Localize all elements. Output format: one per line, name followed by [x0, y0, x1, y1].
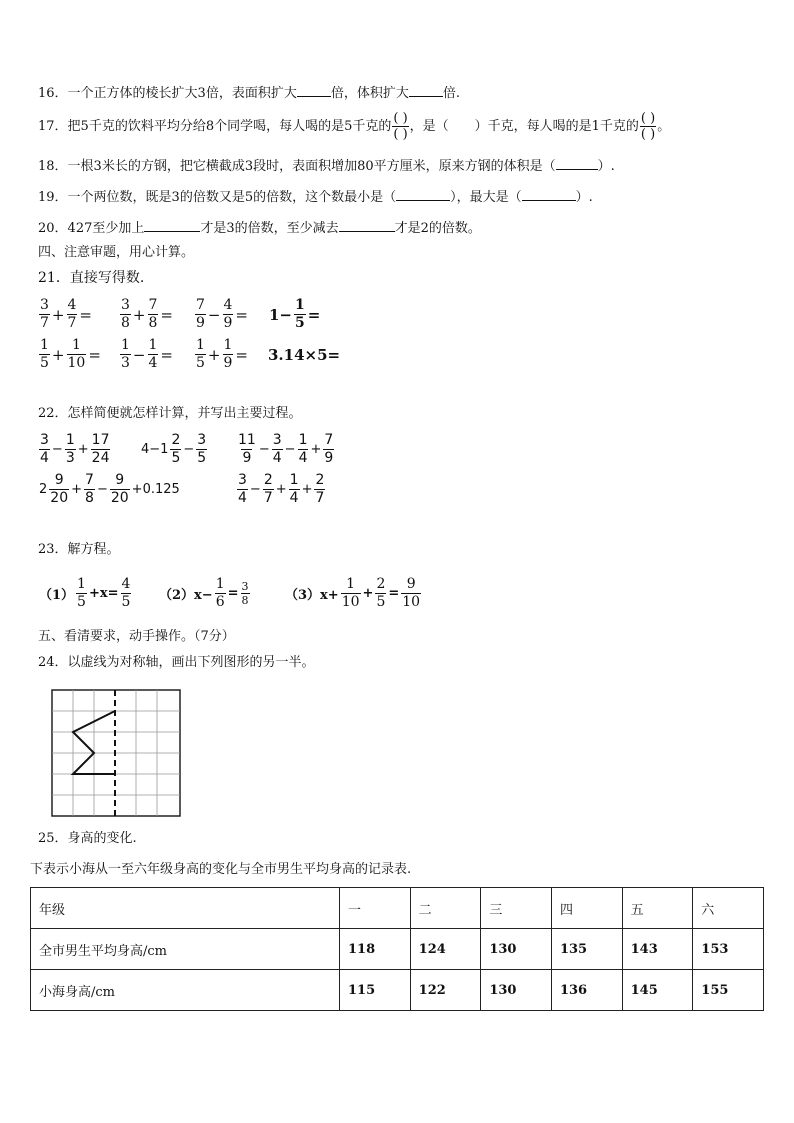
table-cell: 136: [551, 970, 622, 1011]
q22-expr-4: 2 9 20 + $\frac{7}{8}$ − $\frac{9}{20}$ +0.125: [39, 472, 180, 506]
q20-text-c: 才是2的倍数。: [394, 221, 481, 236]
table-header-cell: 四: [551, 888, 622, 929]
section-4-heading: 四、注意审题，用心计算。: [38, 245, 195, 260]
table-cell: 122: [410, 970, 481, 1011]
q18-text-a: 18．一根3米长的方钢，把它横截成3段时，表面积增加80平方厘米，原来方钢的体积是（: [38, 159, 556, 174]
q19-text-a: 19．一个两位数，既是3的倍数又是5的倍数，这个数最小是（: [38, 190, 397, 205]
table-header-cell: 五: [622, 888, 693, 929]
table-cell: 145: [622, 970, 693, 1011]
q16-text-b: 倍，体积扩大: [330, 86, 409, 101]
table-cell: 130: [481, 970, 552, 1011]
q17-text-b: ，是（ ）千克，每人喝的是1千克的: [409, 119, 639, 134]
question-19: [38, 188, 593, 206]
q23-equation-2: （2）x− $\frac{1}{6}$ = $\frac{3}{8}$: [159, 576, 249, 610]
q16-blank-2[interactable]: [409, 84, 443, 97]
q25-description: 下表示小海从一至六年级身高的变化与全市男生平均身高的记录表.: [30, 862, 412, 877]
q23-title: 23．解方程。: [38, 542, 120, 557]
table-cell: 118: [340, 929, 411, 970]
table-cell: 130: [481, 929, 552, 970]
q21-item-6: 1 3 − $\frac{1}{4}$ =: [121, 337, 173, 371]
table-row: [31, 929, 764, 970]
table-cell: 155: [693, 970, 764, 1011]
q21-item-7: 1 5 + $\frac{1}{9}$ =: [196, 337, 248, 371]
q19-blank-1[interactable]: [396, 188, 450, 201]
table-header-cell: 一: [340, 888, 411, 929]
table-cell: 143: [622, 929, 693, 970]
q18-blank[interactable]: [556, 157, 598, 170]
question-16: [38, 84, 460, 102]
q17-text-a: 17．把5千克的饮料平均分给8个同学喝，每人喝的是5千克的: [38, 119, 392, 134]
q21-item-3: 7 9 − $\frac{4}{9}$ =: [196, 297, 248, 331]
question-20: [38, 219, 481, 237]
table-cell: 135: [551, 929, 622, 970]
q23-equation-3: （3）x+ $\frac{1}{10}$ + $\frac{2}{5}$ = $\frac{9}{10}$: [285, 576, 421, 610]
q22-title: 22．怎样简便就怎样计算，并写出主要过程。: [38, 406, 302, 421]
q21-item-1: 3 7 + $\frac{4}{7}$ =: [40, 297, 92, 331]
q21-item-2: 3 8 + $\frac{7}{8}$ =: [121, 297, 173, 331]
table-cell: 153: [693, 929, 764, 970]
q16-text-c: 倍.: [442, 86, 460, 101]
section-5-heading: 五、看清要求，动手操作。（7分）: [38, 629, 235, 644]
table-header-cell: 二: [410, 888, 481, 929]
q22-expr-2: 4−1 2 5 − $\frac{3}{5}$: [141, 432, 207, 466]
table-cell: 115: [340, 970, 411, 1011]
q22-expr-5: 3 4 − $\frac{2}{7}$ + $\frac{1}{4}$ + $\frac{2}{7}$: [238, 472, 325, 506]
q20-blank-2[interactable]: [339, 219, 395, 232]
symmetry-grid[interactable]: [48, 686, 182, 818]
q19-text-b: ），最大是（: [450, 190, 522, 205]
q21-item-5: 1 5 + $\frac{1}{10}$ =: [40, 337, 101, 371]
table-header-row: [31, 888, 764, 929]
q23-equation-1: （1） 1 5 +x= $\frac{4}{5}$: [39, 576, 131, 610]
q19-text-c: ）.: [575, 190, 593, 205]
q24-title: 24．以虚线为对称轴，画出下列图形的另一半。: [38, 655, 315, 670]
question-17: [38, 108, 670, 146]
q20-blank-1[interactable]: [144, 219, 200, 232]
q17-fraction-blank-1[interactable]: $\frac{( )}{( )}$: [393, 111, 408, 142]
q16-blank-1[interactable]: [297, 84, 331, 97]
q20-text-b: 才是3的倍数，至少减去: [200, 221, 339, 236]
q21-item-4: 1− $\frac{1}{5}$ =: [269, 297, 321, 331]
q20-text-a: 20．427至少加上: [38, 221, 145, 236]
q17-fraction-blank-2[interactable]: $\frac{( )}{( )}$: [640, 111, 656, 142]
q16-text-a: 16．一个正方体的棱长扩大3倍，表面积扩大: [38, 86, 297, 101]
q21-title: 21．直接写得数.: [38, 270, 145, 286]
q17-text-c: 。: [657, 119, 671, 134]
q21-item-8: 3.14×5=: [268, 346, 341, 364]
table-header-cell: 六: [693, 888, 764, 929]
height-record-table: [30, 887, 764, 1011]
table-cell: 全市男生平均身高/cm: [31, 929, 340, 970]
q25-title: 25．身高的变化.: [38, 831, 137, 846]
q18-text-b: ）.: [597, 159, 615, 174]
q22-expr-3: 11 9 − $\frac{3}{4}$ − $\frac{1}{4}$ + $\frac{7}{9}$: [238, 432, 334, 466]
table-cell: 124: [410, 929, 481, 970]
table-row: [31, 970, 764, 1011]
table-header-cell: 年级: [31, 888, 340, 929]
table-cell: 小海身高/cm: [31, 970, 340, 1011]
q22-expr-1: 3 4 − $\frac{1}{3}$ + $\frac{17}{24}$: [40, 432, 110, 466]
q19-blank-2[interactable]: [522, 188, 576, 201]
question-18: [38, 157, 615, 175]
table-header-cell: 三: [481, 888, 552, 929]
